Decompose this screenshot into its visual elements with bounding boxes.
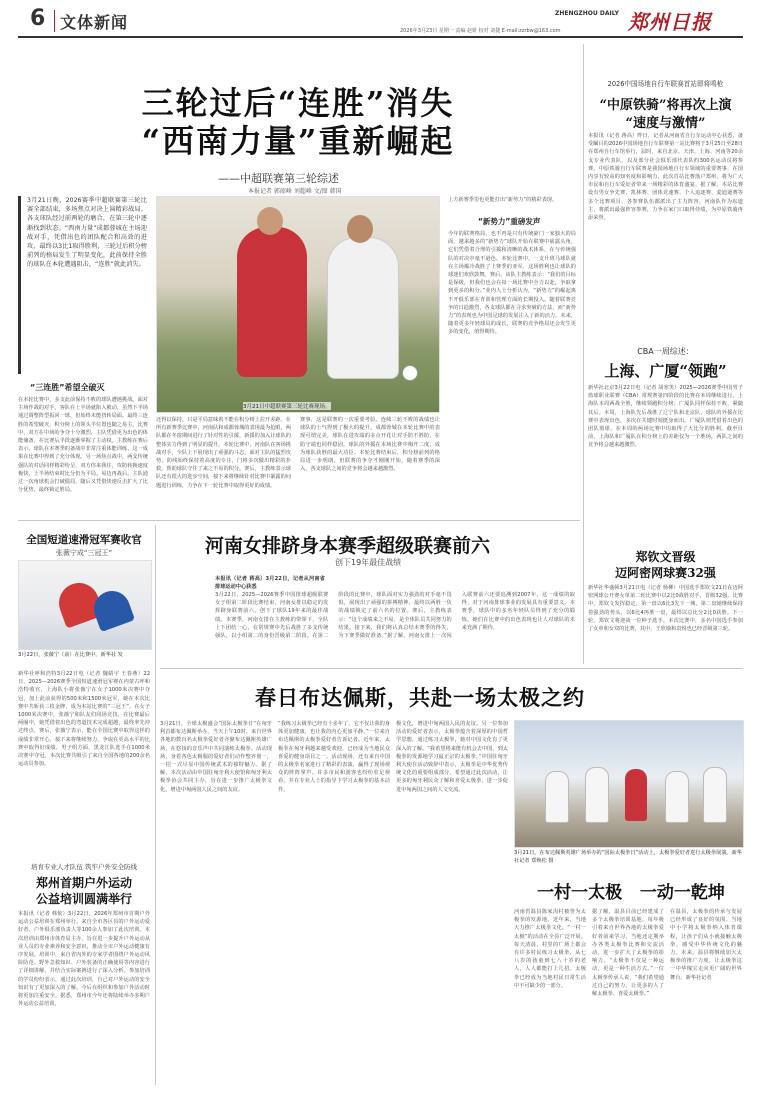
taichi-performer-2 [585, 767, 609, 823]
taichi-col1: 3月21日，全球太极盛会“国际太极拳日”在匈牙利首都布达佩斯举办。当天上午10时，来自世界各地的数百名太极拳爱好者齐聚布达佩斯英雄广场，在悠扬的音乐声中共同演练太极拳。活动现场，身着各色太极服的爱好者们动作整齐划一，一招一式尽显中国传统武术的独特魅力。据了解，本次活动由中国驻匈牙利大使馆和匈牙利太极拳协会共同主办，旨在进一步推广太极拳文化，增进中匈两国人民之间的友谊。 [160, 721, 272, 793]
lead-bottom-rule [18, 520, 580, 521]
masthead [0, 0, 761, 40]
section-title: 文体新闻 [60, 13, 129, 32]
lead-subhead: ——中超联赛第三轮综述 [218, 172, 339, 185]
taichi-performer-3 [625, 769, 647, 821]
lead-article [18, 44, 578, 520]
taichi-article [160, 672, 743, 1087]
cycling-headline-2: “速度与激情” [625, 116, 706, 131]
lead-byline: 本报记者 郭韶峰 刘超峰 文/图 韩国 [248, 188, 342, 195]
short-track-caption: 3月22日，张薇宁（前）在比赛中。新华社 发 [18, 652, 123, 658]
cba-kicker: CBA一周综述： [637, 347, 694, 356]
page-number-divider [54, 10, 55, 32]
tennis-article [588, 548, 743, 664]
lead-intro-text: 3月21日晚，2026赛季中超联赛第三轮比赛全部结束，多场焦点对决上演精彩战局。各支球队经过前两轮的磨合，在第三轮中逐渐找到状态。“西南力量”成都蓉城在主场迎战对手，凭借出色的团队配合和高效的进攻，最终以3比1取得胜利，三轮过后积分榜前列的格局发生了明显变化，此前保持全胜的球队在本轮遭遇阻击，“连胜”就此消失。 [27, 197, 147, 269]
training-headline-1: 郑州首期户外运动 [35, 876, 132, 890]
lead-headline-line1: 三轮过后“连胜”消失 [141, 84, 455, 122]
lead-subheading-1: “三连胜”希望全破灭 [30, 383, 105, 392]
taichi-top-rule [160, 668, 743, 669]
volleyball-headline: 河南女排跻身本赛季超级联赛前六 [205, 535, 491, 557]
volleyball-body: 3月22日，2025—2026赛季中国排球超级联赛女子组第二阶段比赛结束，河南女排以稳定的发挥跻身联赛前六，创下了球队19年来的最佳战绩。本赛季，河南女排在主教练的带领下，全队上下团结一心，在常规赛中先后战胜了多支传统强队，以小组第二的身份晋级第二阶段。在第二阶段的比赛中，球队面对实力强劲的对手毫不畏惧，展现出了顽强的拼搏精神，最终以两胜一负的战绩锁定了前六名的位置。赛后，主教练表示：“这个成绩来之不易，是全体队员共同努力的结果。接下来，我们将认真总结本赛季的得失，为下赛季做好准备。”据了解，河南女排上一次闯入联赛前六还要追溯到2007年，这一成绩的取得，对于河南排球事业的发展具有重要意义。本赛季，球队中的多名年轻队员得到了充分的锻炼，她们在比赛中的出色表现也让人对球队的未来充满了期待。 [215, 592, 575, 640]
taichi-col4-note [396, 1072, 397, 1073]
cba-headline: 上海、广厦“领跑” [604, 362, 727, 380]
lead-headline [18, 84, 578, 160]
taichi-performer-4 [665, 771, 689, 823]
taichi-col3: 极文化，增进中匈两国人民的友谊。另一位参加活动的爱好者表示，太极拳蕴含着深厚的中国哲学思想，通过练习太极拳，她对中国文化有了更深入的了解。“我希望将来能有机会去中国，到太极拳的发源地学习最正宗的太极拳。”中国驻匈牙利大使在活动致辞中表示，太极拳是中华优秀传统文化的重要组成部分，希望通过此次活动，让更多的匈牙利民众了解和喜爱太极拳，进一步促进中匈两国之间的人文交流。 [396, 721, 508, 793]
date-line: 2026年3月23日 星期一 责编 赵妍 校对 刘捷 E-mail:zzrbw@163.com [400, 28, 561, 34]
paper-name-en: ZHENGZHOU DAILY [555, 10, 619, 17]
left-col-divider [155, 525, 156, 1085]
taichi-headline: 春日布达佩斯，共赴一场太极之约 [255, 685, 585, 710]
lead-subheading-2: “新势力”重磅发声 [478, 217, 541, 226]
taichi-photo-caption: 3月21日，在布达佩斯英雄广场举办的“国际太极拳日”活动上，太极拳爱好者进行太极拳展演。新华社记者 郑焕松 摄 [514, 850, 742, 865]
lead-headline-line2: “西南力量”重新崛起 [141, 122, 455, 160]
short-track-photo [18, 560, 152, 650]
cba-body: 新华社北京3月22日电（记者 胡寒笑）2025—2026赛季中国男子篮球职业联赛（CBA）常规赛第四阶段的比赛在本周继续进行。上海队本周两战全胜，继续领跑积分榜；广厦队同样保持不败，紧随其后。本周，上海队先后战胜了辽宁队和北京队，球队的外援在比赛中表现出色，多次在关键时刻挺身而出。广厦队则凭借着出色的团队篮球，在本周的两场比赛中均取得了大比分的胜利。截至目前，上海队和广厦队在积分榜上的差距仅为一个胜场，两队之间的竞争将会越来越激烈。 [588, 385, 743, 449]
lead-col4-top: 上方新赛季里也更能打出“新势力”的精彩表现。 [448, 197, 558, 203]
training-headline-2: 公益培训圆满举行 [35, 892, 132, 906]
taichi-sub-col2: 据了解，温县目前已经建成了多个太极拳培训基地，每年吸引着来自世界各地的太极拳爱好者前来学习。当地还定期举办各类太极拳比赛和交流活动，进一步扩大了太极拳的影响力。“太极拳不仅是一种运动，更是一种生活方式。”一位太极拳传承人说，“我们希望通过自己的努力，让更多的人了解太极拳、喜爱太极拳。” [592, 909, 664, 998]
lead-col1: 在本轮比赛中，多支此前保持不败的球队遭遇挑战。面对主场作战的对手，客队在上半场就陷入被动，虽然下半场通过调整阵型扳回一球，但始终未能扭转局面。最终三连胜的希望破灭，积分榜上的领头羊位置也随之易主。比赛中，双方在中场的争夺十分激烈，主队凭借更为出色的体能储备，在比赛后半段逐渐掌握了主动权。主教练在赛后表示，球队在本赛季的备战中非常注重体能训练，这一成果在比赛中得到了充分体现。另一场焦点战中，两支传统强队的对话同样精彩纷呈，双方你来我往，攻防转换速度极快，上半场结束时比分仍为平局。易边再战后，主队通过一次角球机会打破僵局，随后又凭借快速反击扩大了比分优势，最终锁定胜局。 [18, 397, 148, 494]
taichi-col2: “我练习太极拳已经有十多年了，它不仅让我的身体更加健康，也让我的内心更加平静。”一位来自布达佩斯的太极拳爱好者告诉记者。近年来，太极拳在匈牙利越来越受欢迎，已经成为当地民众喜爱的健身项目之一。活动现场，还有来自中国的太极拳名家进行了精彩的表演，赢得了现场观众的阵阵掌声。许多市民和游客也纷纷驻足观看，并在专业人士的指导下学习太极拳的基本动作。 [278, 721, 390, 793]
short-track-headline: 全国短道速滑冠军赛收官 [26, 534, 142, 546]
paper-logo: 郑州日报 [628, 10, 712, 34]
short-track-subhead: 张薇宁成“三冠王” [55, 549, 113, 557]
short-track-article [18, 528, 150, 858]
training-body: 本报讯（记者 韩依）3月22日，2026年郑州市首期户外运动公益培训在郑州举行。来自全市各区县的户外运动爱好者、户外俱乐部负责人等100余人参加了此次培训。本次培训由郑州市体育局主办，旨在进一步提升户外运动从业人员的专业素养和安全意识，推动全市户外运动健康有序发展。培训中，来自省内外的专家学者围绕户外运动风险防范、野外急救知识、户外装备的正确使用等内容进行了详细讲解，并结合实际案例进行了深入分析。参加培训的学员纷纷表示，通过此次培训，自己对户外运动的安全知识有了更加深入的了解，今后在组织和参加户外活动时将更加注重安全。据悉，郑州市今年还将陆续举办多期户外运动公益培训。 [18, 911, 150, 1008]
short-track-body: 新华社呼和浩特3月22日电（记者 魏婧宇 王春燕）22日，2025—2026赛季全国短道速滑冠军赛在内蒙古呼和浩特收官，上海队小将张薇宁在女子1000米决赛中夺冠，加上此前获得的500米和1500米冠军，她在本次比赛中共斩获三枚金牌，成为本站比赛的“三冠王”。在女子1000米决赛中，张薇宁和队友们同场竞技，在比赛最后两圈中，她凭借着出色的弯道技术完成超越，最终率先冲过终点。赛后，张薇宁表示，能在全国比赛中取得这样的成绩非常开心，接下来将继续努力，争取在更高水平的比赛中取得好成绩。男子组方面，黑龙江队选手在1000米决赛中夺冠。本次比赛共吸引了来自全国各地的200余名运动员参加。 [18, 671, 150, 768]
taichi-sub-col3: 在温县，太极拳的传承与发展已经形成了良好的氛围。当地中小学将太极拳纳入体育课程，让孩子们从小就接触太极拳，感受中华传统文化的魅力。未来，温县将继续加大太极拳的推广力度，让太极拳这一中华瑰宝走向更广阔的世界舞台。新华社记者 [670, 909, 742, 981]
training-article [18, 862, 150, 1087]
taichi-sub-col1: 河南省温县陈家沟村被誉为太极拳的发源地。近年来，当地大力推广太极拳文化，“一村一太极”的活动在全县广泛开展。每天清晨，村里的广场上都会有许多村民练习太极拳，从七八岁的孩童到七八十岁的老人，人人都能打上几招。太极拳已经成为当地村民日常生活中不可缺少的一部分。 [514, 909, 586, 989]
lead-photo-caption: 3月21日中超联赛第三轮比赛现场。 [243, 404, 331, 410]
masthead-rule [18, 36, 743, 38]
tennis-headline-2: 迈阿密网球赛32强 [615, 566, 716, 580]
player-white-head [347, 215, 373, 243]
volleyball-subhead: 创下19年最佳战绩 [335, 558, 402, 567]
page-number: 6 [30, 6, 46, 31]
taichi-photo [514, 720, 744, 848]
cycling-kicker: 2026中国场地自行车联赛首站即将鸣枪 [607, 80, 724, 88]
taichi-performer-1 [545, 771, 569, 823]
lead-col3: 赛事，这是联赛的一次重要考验。连续三轮不败的战绩也让球队的士气得到了极大的提升。成都蓉城在本轮比赛中的表现可谓完美，球队在进攻端的多点开花让对手防不胜防，在防守端也同样稳固。球队的外援在本场比赛中梅开二度，成为球队获胜的最大功臣。本轮比赛结束后，积分榜前列的格局进一步明朗，但联赛的争夺才刚刚开始，随着赛季的深入，各支球队之间的竞争将会越来越激烈。 [300, 417, 440, 473]
tennis-body: 新华社华盛顿3月21日电（记者 杨柳）中国选手郑钦文21日在迈阿密网球公开赛女单第二轮比赛中以2比0战胜对手，晋级32强。比赛中，郑钦文发挥稳定，第一盘以6比3先下一城，第二盘她继续保持着强劲的势头，以6比4再胜一盘，最终以总比分2比0获胜。下一轮，郑钦文将迎战一位种子选手。本次比赛中，多名中国选手参加了女单和女双的比赛，其中，王欣瑜和袁悦也已经晋级第三轮。 [588, 585, 743, 633]
lead-intro-box [18, 196, 148, 374]
cycling-article [588, 78, 743, 346]
training-kicker: 培育专业人才队伍 筑牢户外安全防线 [30, 863, 138, 871]
player-red [237, 227, 307, 377]
taichi-performer-5 [703, 767, 727, 823]
volleyball-article [160, 525, 580, 665]
vertical-divider [583, 44, 584, 664]
lead-col4: 今年的联赛格局，也不再是只有传统豪门一家独大的局面，越来越多的“新势力”球队开始在联赛中崭露头角。它们凭借着合理的引援和清晰的战术体系，在与传统强队的对决中毫不逊色。本轮比赛中，一支升班马球队就在主场爆冷战胜了上赛季的亚军，这场胜利也让球队的球迷们欢欣鼓舞。赛后，该队主教练表示：“我们的目标是保级，但我们也会在每一场比赛中全力以赴，争取拿到更多的积分。”业内人士分析认为，“新势力”的崛起离不开俱乐部在青训和管理方面的长期投入。随着联赛竞争的日趋激烈，各支球队都在寻求突破的方法，而“新势力”的表现也为中国足球的发展注入了新的活力。未来，随着更多年轻球员的成长，联赛的竞争格局还会发生更多的变化，值得期待。 [448, 231, 576, 336]
volleyball-byline: 本报讯（记者 蒋高）3月22日，记者从河南省排球运动中心获悉 [215, 576, 325, 591]
tennis-headline-1: 郑钦文晋级 [635, 550, 696, 564]
taichi-sub-headline: 一村一太极 一动一乾坤 [537, 883, 725, 903]
player-white [327, 237, 399, 379]
cycling-body: 本报讯（记者 蒋高）昨日，记者从河南省自行车运动中心获悉，备受瞩目的2026中国场地自行车联赛第一站比赛将于3月25日至28日在郑州自行车馆举行，届时，来自北京、天津、上海、河南等20余支专业代表队、以及部分社会俱乐部代表队约300名运动员将参赛。中原铁骑自行车联赛是我国场地自行车领域的重要赛事，在国内享有较高的知名度和影响力，此次首站比赛落户郑州，将为广大市民和自行车爱好者带来一场精彩的体育盛宴。据了解，本站比赛设有男女争先赛、凯林赛、团体竞速赛、个人追逐赛、麦迪逊赛等多个比赛项目，各参赛队伍都派出了主力阵容。河南队作为东道主，将派出最强阵容参赛，力争在家门口取得佳绩，为中原铁骑再添荣誉。 [588, 133, 743, 222]
lead-col2: 还得以保持，只是平局意味着不能在积分榜上拉开差距。在所有新赛季比赛中，河南队和成都蓉城的表现最为抢眼，两队都在冬窗期间进行了针对性的引援，新援的加入让球队的整体实力得到了明显的提升。本轮比赛中，河南队在客场挑战对手，全队上下展现出了顽强的斗志，面对主队的猛烈攻势，防线始终保持着高度的专注，门将多次做出精彩的扑救，帮助球队守住了来之不易的积分。赛后，主教练表示球队还有很大的进步空间，接下来将继续针对比赛中暴露的问题进行训练，力争在下一轮比赛中取得更好的成绩。 [156, 417, 291, 489]
ball [402, 365, 418, 381]
player-red-head [257, 207, 283, 235]
cba-article [588, 346, 743, 542]
cycling-headline-1: “中原铁骑”将再次上演 [599, 98, 732, 113]
lead-photo [156, 196, 440, 413]
